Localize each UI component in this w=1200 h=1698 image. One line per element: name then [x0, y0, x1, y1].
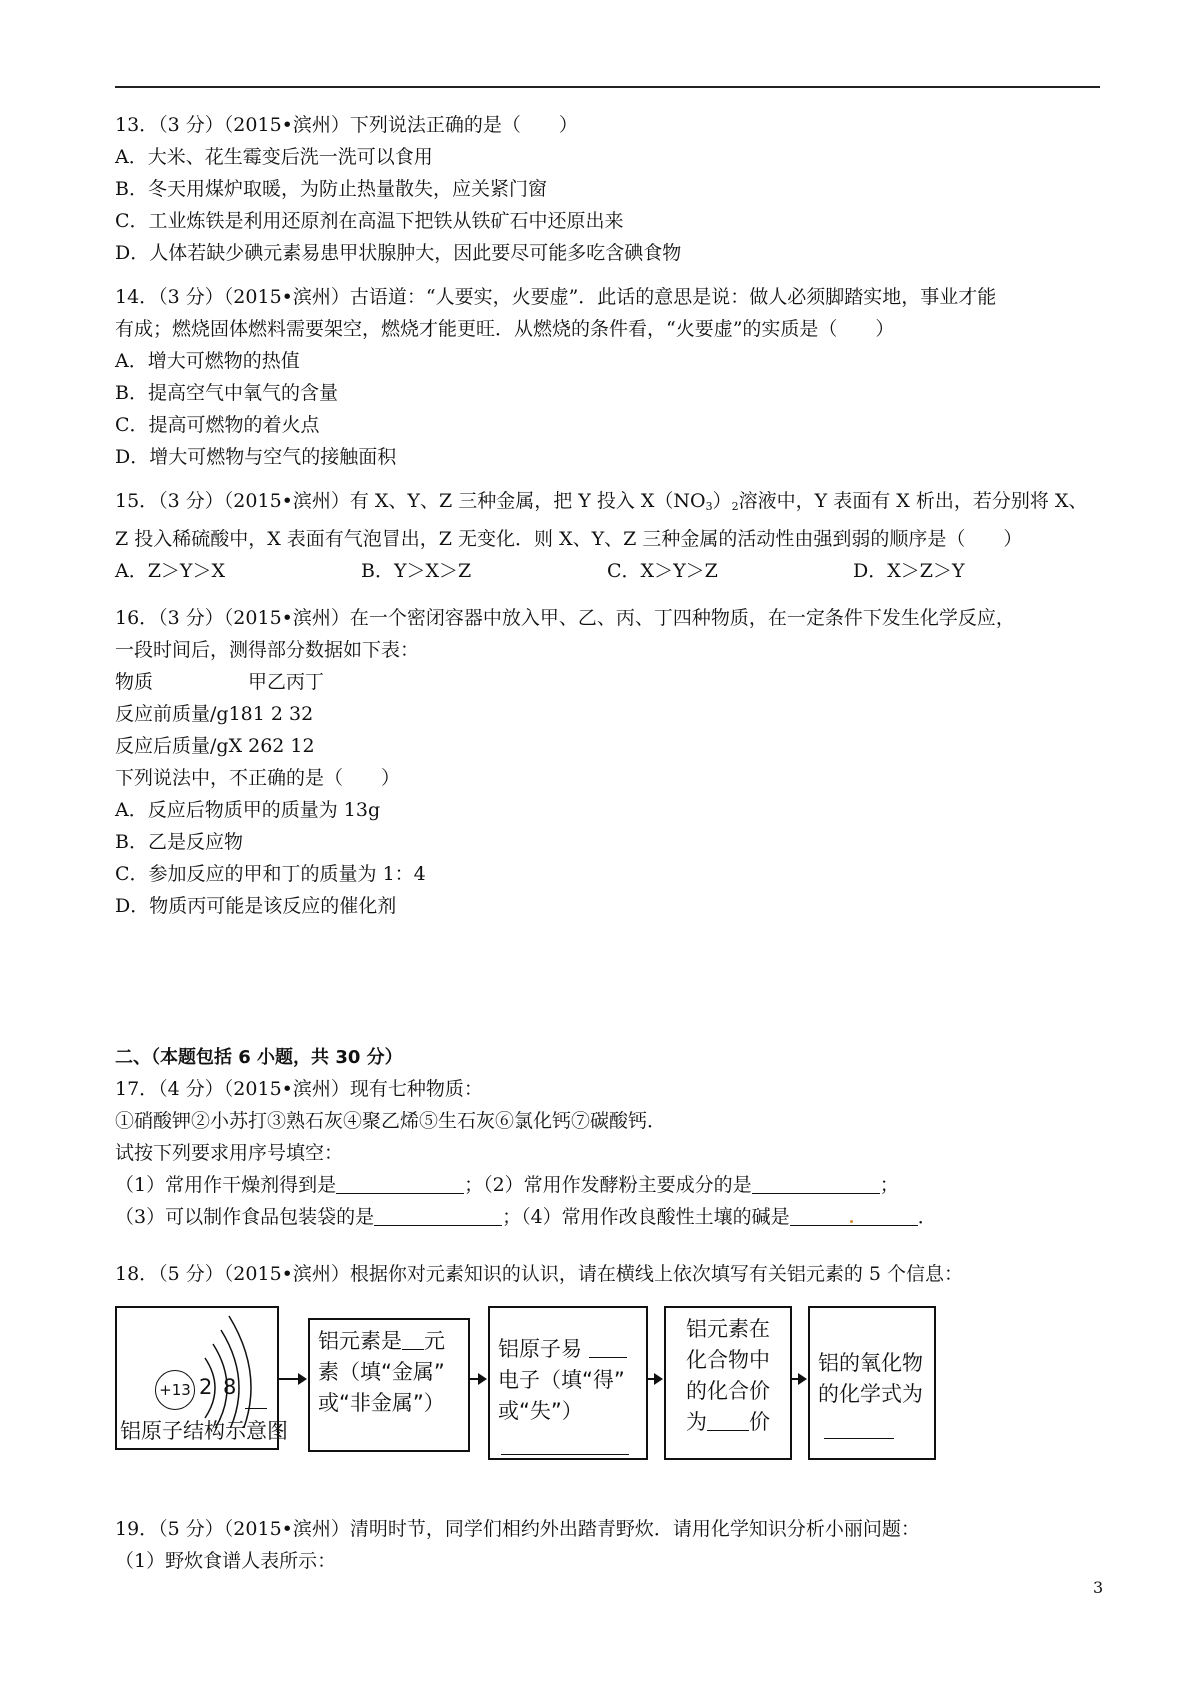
valence-text: [686, 1314, 770, 1438]
element-type-blank[interactable]: [402, 1331, 424, 1350]
q17-line-1: [115, 1169, 1105, 1201]
stray-dot: [850, 1220, 853, 1223]
q13-stem: 13．（3 分）（2015•滨州）下列说法正确的是（ ）: [115, 114, 578, 136]
arrow-3: [647, 1378, 661, 1380]
q17-part-2: ；（2）常用作发酵粉主要成分的是: [464, 1174, 752, 1196]
q15-stem-part-b: ）: [712, 490, 732, 512]
q15-subscript-2: 2: [731, 500, 739, 513]
element-type-text: [318, 1326, 445, 1419]
arrow-2: [469, 1378, 485, 1380]
valence-blank[interactable]: [707, 1412, 749, 1431]
aluminum-flow-diagram: [115, 1306, 1015, 1476]
element-type-line1: [318, 1326, 445, 1357]
atom-shell-electrons: 2 8: [199, 1375, 239, 1399]
electron-gain-loss-box: [488, 1306, 648, 1460]
oxide-formula-box: [808, 1306, 936, 1460]
q15-option-d: D．X＞Z＞Y: [853, 560, 965, 582]
electron-gain-loss-line2: 电子（填“得”: [498, 1368, 625, 1392]
q17-part-3: （3）可以制作食品包装袋的是: [115, 1206, 375, 1228]
question-19: [115, 1513, 1105, 1577]
q17-blank-1[interactable]: [336, 1173, 464, 1194]
q15-option-b: B．Y＞X＞Z: [361, 560, 472, 582]
arrow-4: [791, 1378, 805, 1380]
electron-gain-loss-blank[interactable]: [589, 1339, 627, 1358]
q13-option-a: A．大米、花生霉变后洗一洗可以食用: [115, 146, 433, 168]
q14-stem-line1: 14．（3 分）（2015•滨州）古语道：“人要实，火要虚”．此话的意思是说：做人必须脚踏实地，事业才能: [115, 286, 997, 308]
oxide-formula-line2: 的化学式为: [818, 1382, 923, 1406]
q18-stem: 18．（5 分）（2015•滨州）根据你对元素知识的认识，请在横线上依次填写有关铝元素的 5 个信息：: [115, 1263, 964, 1285]
q19-stem: 19．（5 分）（2015•滨州）清明时节，同学们相约外出踏青野炊．请用化学知识分析小丽问题：: [115, 1518, 920, 1540]
element-type-line3: 或“非金属”）: [318, 1391, 445, 1415]
question-16: [115, 602, 1105, 922]
electron-gain-loss-underline: [501, 1454, 629, 1455]
q15-stem-part-c: 溶液中，Y 表面有 X 析出，若分别将 X、: [738, 490, 1088, 512]
oxide-formula-blank[interactable]: [824, 1420, 894, 1439]
valence-line4: [686, 1407, 770, 1438]
q14-option-a: A．增大可燃物的热值: [115, 350, 300, 372]
q16-option-b: B．乙是反应物: [115, 831, 243, 853]
q15-stem-part-a: 15．（3 分）（2015•滨州）有 X、Y、Z 三种金属，把 Y 投入 X（NO: [115, 490, 706, 512]
q16-question: 下列说法中，不正确的是（ ）: [115, 767, 401, 789]
electron-gain-loss-line1: [498, 1334, 627, 1365]
q13-option-b: B．冬天用煤炉取暖，为防止热量散失，应关紧门窗: [115, 178, 547, 200]
question-13: [115, 109, 1105, 269]
oxide-formula-line1: 铝的氧化物: [818, 1351, 923, 1375]
question-15: [115, 485, 1105, 587]
page-number: 3: [1093, 1578, 1104, 1597]
q14-option-b: B．提高空气中氧气的含量: [115, 382, 338, 404]
q14-option-d: D．增大可燃物与空气的接触面积: [115, 446, 397, 468]
atom-diagram-caption: 铝原子结构示意图: [120, 1419, 288, 1443]
header-rule: [115, 86, 1100, 88]
q17-part-1: （1）常用作干燥剂得到是: [115, 1174, 337, 1196]
q16-stem-line2: 一段时间后，测得部分数据如下表：: [115, 639, 420, 661]
question-14: [115, 281, 1105, 473]
valence-box: [664, 1306, 792, 1460]
electron-gain-loss-line3: 或“失”）: [498, 1399, 583, 1423]
valence-line3: 的化合价: [686, 1379, 770, 1403]
element-type-line2: 素（填“金属”: [318, 1360, 445, 1384]
oxide-formula-text: [818, 1348, 923, 1410]
q16-table-line1: 物质 甲乙丙丁: [115, 671, 325, 693]
q17-list: ①硝酸钾②小苏打③熟石灰④聚乙烯⑤生石灰⑥氯化钙⑦碳酸钙．: [115, 1110, 667, 1132]
q15-option-c: C．X＞Y＞Z: [607, 560, 718, 582]
q17-instruction: 试按下列要求用序号填空：: [115, 1142, 344, 1164]
q16-stem-line1: 16．（3 分）（2015•滨州）在一个密闭容器中放入甲、乙、丙、丁四种物质，在一定条件下发生化学反应，: [115, 607, 1015, 629]
atom-outer-shell-blank[interactable]: [245, 1390, 267, 1409]
q17-stem: 17．（4 分）（2015•滨州）现有七种物质：: [115, 1078, 483, 1100]
q14-option-c: C．提高可燃物的着火点: [115, 414, 320, 436]
valence-line1: 铝元素在: [686, 1317, 770, 1341]
electron-gain-loss-line1-a: 铝原子易: [498, 1337, 582, 1361]
q15-option-a: A．Z＞Y＞X: [115, 560, 225, 582]
q17-blank-4[interactable]: [790, 1205, 918, 1226]
electron-shell-arcs: [117, 1308, 277, 1428]
q16-option-c: C．参加反应的甲和丁的质量为 1：4: [115, 863, 426, 885]
q15-options: [115, 555, 1105, 587]
q13-option-d: D．人体若缺少碘元素易患甲状腺肿大，因此要尽可能多吃含碘食物: [115, 242, 682, 264]
element-type-box: [308, 1318, 470, 1452]
q16-option-d: D．物质丙可能是该反应的催化剂: [115, 895, 397, 917]
q17-blank-2[interactable]: [752, 1173, 880, 1194]
q17-part-2-end: ；: [879, 1174, 899, 1196]
valence-line4-b: 价: [749, 1410, 770, 1434]
arrow-1: [278, 1378, 305, 1380]
element-type-line1-b: 元: [424, 1329, 445, 1353]
q15-stem-line2: Z 投入稀硫酸中，X 表面有气泡冒出，Z 无变化．则 X、Y、Z 三种金属的活动性由强到弱的顺序是（ ）: [115, 528, 1023, 550]
atom-structure-box: [115, 1306, 288, 1450]
q16-table-line2: 反应前质量/g181 2 32: [115, 703, 314, 725]
section-2-title: 二、（本题包括 6 小题，共 30 分）: [115, 1047, 403, 1068]
valence-line4-a: 为: [686, 1410, 707, 1434]
element-type-line1-a: 铝元素是: [318, 1329, 402, 1353]
q17-part-4-end: ．: [917, 1206, 937, 1228]
q17-part-4: ；（4）常用作改良酸性土壤的碱是: [502, 1206, 790, 1228]
q13-option-c: C．工业炼铁是利用还原剂在高温下把铁从铁矿石中还原出来: [115, 210, 624, 232]
q16-table-line3: 反应后质量/gX 262 12: [115, 735, 315, 757]
question-17: [115, 1073, 1105, 1233]
q19-part-1: （1）野炊食谱人表所示：: [115, 1550, 337, 1572]
question-18: [115, 1258, 1105, 1290]
valence-line2: 化合物中: [686, 1348, 770, 1372]
atom-nucleus: +13: [155, 1370, 195, 1410]
q16-option-a: A．反应后物质甲的质量为 13g: [115, 799, 381, 821]
q15-subscript-3: 3: [705, 500, 713, 513]
q15-stem-line1: [115, 485, 1105, 523]
q17-line-2: [115, 1201, 1105, 1233]
q17-blank-3[interactable]: [374, 1205, 502, 1226]
q14-stem-line2: 有成；燃烧固体燃料需要架空，燃烧才能更旺．从燃烧的条件看，“火要虚”的实质是（ ）: [115, 318, 895, 340]
electron-gain-loss-text: [498, 1334, 627, 1427]
